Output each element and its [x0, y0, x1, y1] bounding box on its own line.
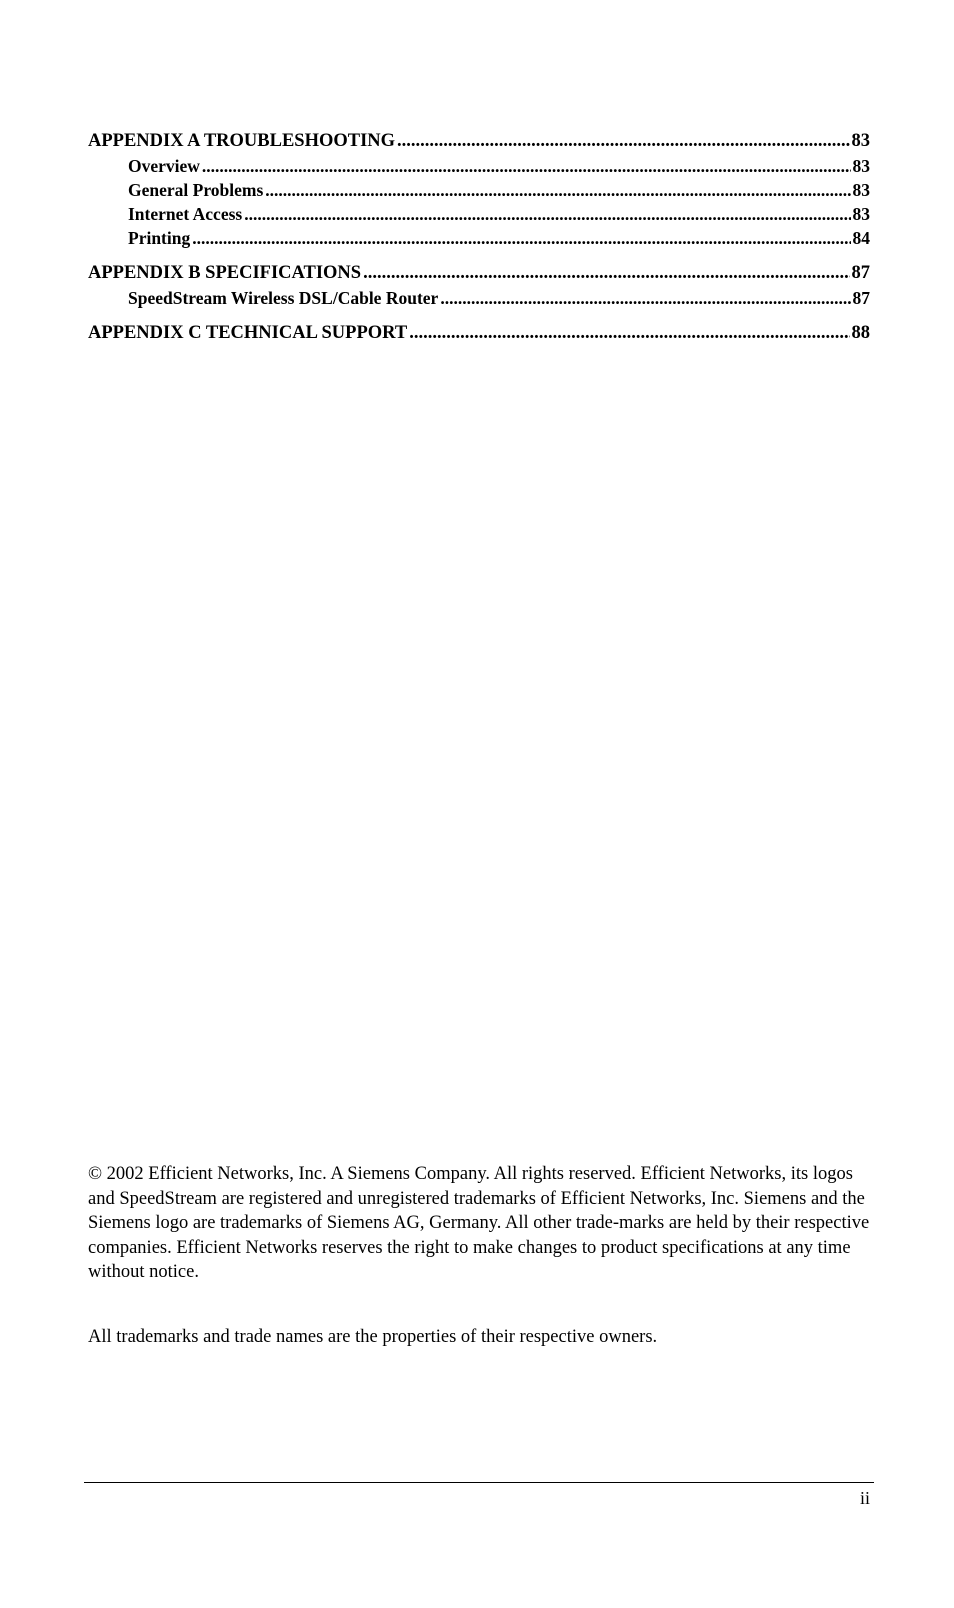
toc-entry-page: 87: [852, 288, 870, 308]
toc-entry-general-problems[interactable]: [88, 178, 870, 202]
table-of-contents: [88, 128, 870, 346]
toc-entry-title: General Problems: [128, 180, 264, 200]
dot-leader: [202, 154, 851, 178]
toc-entry-title: APPENDIX B SPECIFICATIONS: [88, 263, 362, 283]
toc-entry-title: SpeedStream Wireless DSL/Cable Router: [128, 288, 439, 308]
toc-entry-title: Overview: [128, 156, 200, 176]
toc-entry-appendix-c[interactable]: [88, 320, 870, 346]
dot-leader: [244, 202, 850, 226]
dot-leader: [265, 178, 850, 202]
legal-notice: [88, 1162, 878, 1349]
toc-entry-page: 87: [851, 263, 870, 283]
toc-entry-title: APPENDIX A TROUBLESHOOTING: [88, 131, 396, 151]
page-number: ii: [859, 1488, 870, 1508]
toc-entry-page: 83: [851, 131, 870, 151]
toc-entry-page: 83: [852, 180, 870, 200]
dot-leader: [363, 260, 849, 286]
dot-leader: [192, 226, 850, 250]
toc-entry-appendix-a[interactable]: [88, 128, 870, 154]
toc-entry-title: Internet Access: [128, 204, 243, 224]
toc-entry-speedstream-router[interactable]: [88, 286, 870, 310]
toc-entry-title: APPENDIX C TECHNICAL SUPPORT: [88, 323, 408, 343]
toc-entry-internet-access[interactable]: [88, 202, 870, 226]
toc-entry-appendix-b[interactable]: [88, 260, 870, 286]
toc-entry-title: Printing: [128, 228, 191, 248]
toc-entry-page: 84: [852, 228, 870, 248]
footer-divider: [84, 1482, 874, 1483]
dot-leader: [397, 128, 849, 154]
toc-entry-printing[interactable]: [88, 226, 870, 250]
copyright-paragraph: © 2002 Efficient Networks, Inc. A Siemens Company. All rights reserved. Efficient Networks, its logos and SpeedStream are registered and unregistered trademarks of Efficient Networks, Inc. Siemens and the Siemens logo are trademarks of Siemens AG, Germany. All other trade-marks are held by their respective companies. Efficient Networks reserves the right to make changes to product specifications at any time without notice.: [88, 1164, 870, 1282]
dot-leader: [409, 320, 849, 346]
trademarks-paragraph: All trademarks and trade names are the properties of their respective owners.: [88, 1326, 658, 1347]
toc-entry-page: 83: [852, 204, 870, 224]
toc-entry-overview[interactable]: [88, 154, 870, 178]
toc-entry-page: 88: [851, 323, 870, 343]
dot-leader: [440, 286, 850, 310]
toc-entry-page: 83: [852, 156, 870, 176]
